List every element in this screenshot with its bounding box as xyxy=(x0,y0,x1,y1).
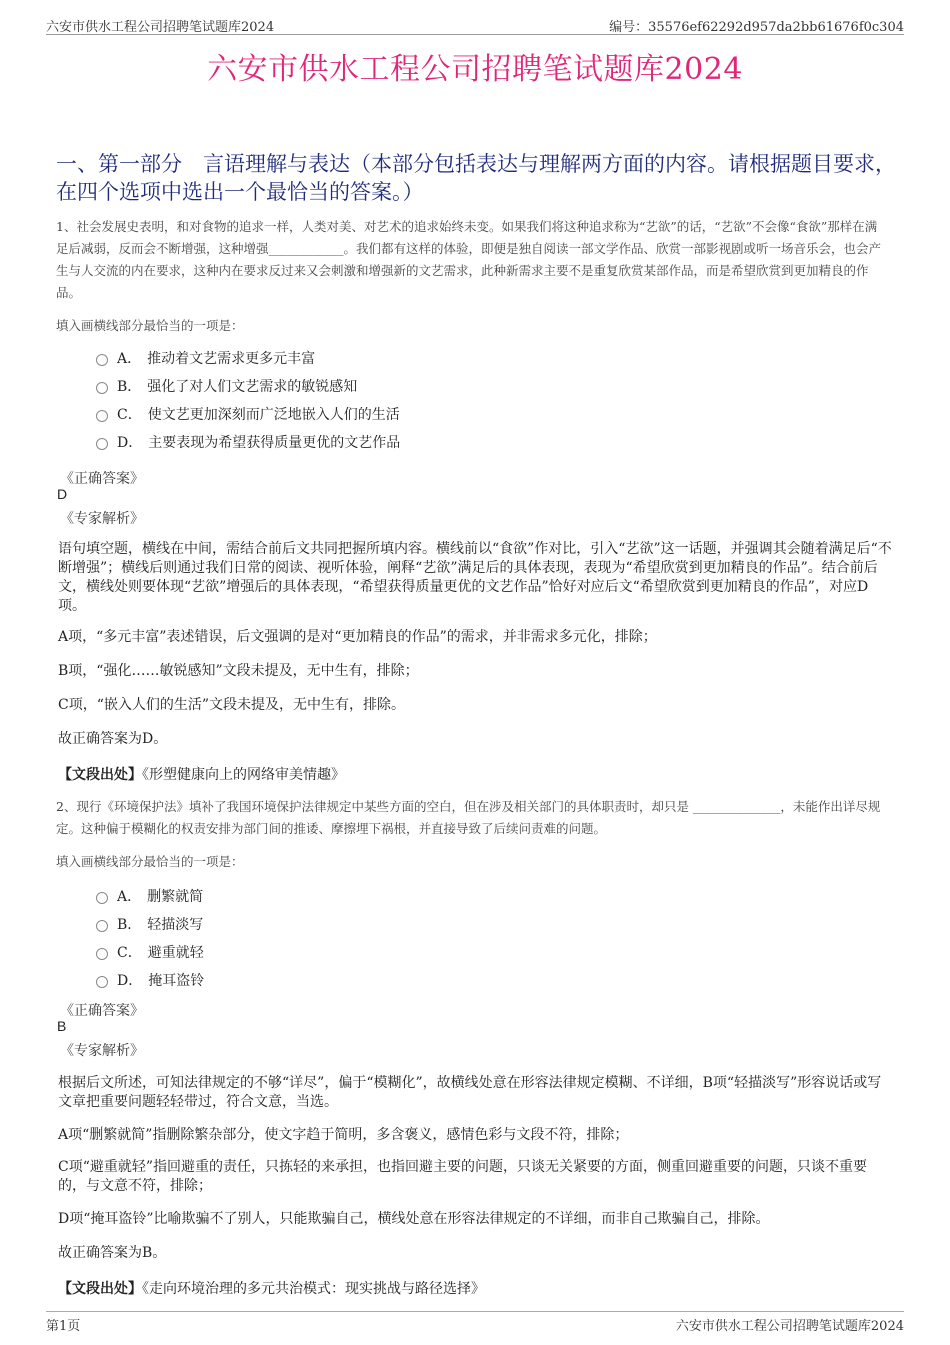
option-letter: B． xyxy=(117,917,142,933)
footer-title: 六安市供水工程公司招聘笔试题库2024 xyxy=(675,1319,904,1334)
question-1-option-d[interactable] xyxy=(96,432,400,454)
analysis-paragraph: B项，“强化……敏锐感知”文段未提及，无中生有，排除； xyxy=(58,663,419,679)
question-1-stem: 1、社会发展史表明，和对食物的追求一样，人类对美、对艺术的追求始终未变。如果我们将这种追求称为“艺欲”的话，“艺欲”不会像“食欲”那样在满足后减弱，反而会不断增强，这种增强____________。我们都有这样的体验，即便是独自阅读一部文学作品、欣赏一部影视剧或听一场音乐会，也会产生与人交流的内在要求，这种内在要求反过来又会刺激和增强新的文艺需求，此种新需求主要不是重复欣赏某部作品，而是希望欣赏到更加精良的作品。 xyxy=(56,219,882,300)
option-letter: C． xyxy=(117,945,142,961)
option-letter: A． xyxy=(117,351,142,367)
option-letter: A． xyxy=(117,889,142,905)
option-letter: D． xyxy=(117,435,143,451)
option-letter: B． xyxy=(117,379,142,395)
option-text: 主要表现为希望获得质量更优的文艺作品 xyxy=(148,435,401,451)
analysis-paragraph: 语句填空题，横线在中间，需结合前后文共同把握所填内容。横线前以“食欲”作对比，引入“艺欲”这一话题，并强调其会随着满足后“不断增强”；横线后则通过我们日常的阅读、视听体验，阐释“艺欲”满足后的具体表现，表现为“希望欣赏到更加精良的作品”。结合前后文，横线处则要体现“艺欲”增强后的具体表现，“希望获得质量更优的文艺作品”恰好对应后文“希望欣赏到更加精良的作品”，对应D项。 xyxy=(58,541,892,614)
radio-icon[interactable] xyxy=(96,438,108,450)
page-footer xyxy=(46,1311,904,1334)
option-text: 推动着文艺需求更多元丰富 xyxy=(147,351,316,367)
option-text: 删繁就简 xyxy=(147,889,204,905)
question-2-option-a[interactable] xyxy=(96,886,203,908)
question-1-prompt: 填入画横线部分最恰当的一项是： xyxy=(56,318,244,333)
analysis-paragraph: D项“掩耳盗铃”比喻欺骗不了别人，只能欺骗自己，横线处意在形容法律规定的不详细，而非自己欺骗自己，排除。 xyxy=(58,1211,770,1227)
radio-icon[interactable] xyxy=(96,354,108,366)
source-title: 《形塑健康向上的网络审美情趣》 xyxy=(142,767,345,783)
question-2-stem: 2、现行《环境保护法》填补了我国环境保护法律规定中某些方面的空白，但在涉及相关部门的具体职责时，却只是 ______________，未能作出详尽规定。这种偏于模糊化的权责安排为部门间的推诿、摩擦埋下祸根，并直接导致了后续问责难的问题。 xyxy=(56,799,881,836)
source-label: 【文段出处】 xyxy=(58,1281,142,1297)
answer-value: D xyxy=(57,486,68,502)
answer-label: 《正确答案》 xyxy=(60,471,144,487)
analysis-paragraph: A项“删繁就简”指删除繁杂部分，使文字趋于简明，多含褒义，感情色彩与文段不符，排除； xyxy=(58,1127,629,1143)
analysis-paragraph: C项，“嵌入人们的生活”文段未提及，无中生有，排除。 xyxy=(58,697,406,713)
question-1-option-a[interactable] xyxy=(96,348,315,370)
document-id: 编号：35576ef62292d957da2bb61676f0c304 xyxy=(609,20,904,35)
option-text: 掩耳盗铃 xyxy=(148,973,205,989)
option-text: 强化了对人们文艺需求的敏锐感知 xyxy=(147,379,358,395)
option-text: 使文艺更加深刻而广泛地嵌入人们的生活 xyxy=(147,407,400,423)
analysis-label: 《专家解析》 xyxy=(60,511,144,527)
page-number: 第1页 xyxy=(46,1319,81,1334)
question-2-option-c[interactable] xyxy=(96,942,204,964)
source-citation xyxy=(58,1278,485,1298)
document-title: 六安市供水工程公司招聘笔试题库2024 xyxy=(207,52,743,87)
radio-icon[interactable] xyxy=(96,948,108,960)
analysis-paragraph: A项，“多元丰富”表述错误，后文强调的是对“更加精良的作品”的需求，并非需求多元化，排除； xyxy=(58,629,657,645)
radio-icon[interactable] xyxy=(96,976,108,988)
analysis-paragraph: 故正确答案为D。 xyxy=(58,731,168,747)
analysis-paragraph: 故正确答案为B。 xyxy=(58,1245,167,1261)
source-label: 【文段出处】 xyxy=(58,767,142,783)
question-2-option-d[interactable] xyxy=(96,970,204,992)
radio-icon[interactable] xyxy=(96,920,108,932)
analysis-label: 《专家解析》 xyxy=(60,1043,144,1059)
question-1-option-c[interactable] xyxy=(96,404,400,426)
source-title: 《走向环境治理的多元共治模式：现实挑战与路径选择》 xyxy=(142,1281,485,1297)
analysis-paragraph: C项“避重就轻”指回避重的责任，只拣轻的来承担，也指回避主要的问题，只谈无关紧要的方面，侧重回避重要的问题，只谈不重要的，与文意不符，排除； xyxy=(58,1159,868,1194)
answer-value: B xyxy=(57,1018,67,1034)
source-citation xyxy=(58,764,345,784)
section-heading: 一、第一部分 言语理解与表达（本部分包括表达与理解两方面的内容。请根据题目要求，在四个选项中选出一个最恰当的答案。） xyxy=(56,152,896,204)
analysis-paragraph: 根据后文所述，可知法律规定的不够“详尽”，偏于“模糊化”，故横线处意在形容法律规定模糊、不详细，B项“轻描淡写”形容说话或写文章把重要问题轻轻带过，符合文意，当选。 xyxy=(58,1075,882,1110)
radio-icon[interactable] xyxy=(96,892,108,904)
header-title: 六安市供水工程公司招聘笔试题库2024 xyxy=(46,20,275,35)
radio-icon[interactable] xyxy=(96,410,108,422)
answer-label: 《正确答案》 xyxy=(60,1003,144,1019)
radio-icon[interactable] xyxy=(96,382,108,394)
question-2-option-b[interactable] xyxy=(96,914,203,936)
option-letter: D． xyxy=(117,973,143,989)
option-text: 避重就轻 xyxy=(147,945,204,961)
question-1-option-b[interactable] xyxy=(96,376,357,398)
option-letter: C． xyxy=(117,407,142,423)
page-header xyxy=(46,14,904,35)
option-text: 轻描淡写 xyxy=(147,917,204,933)
question-2-prompt: 填入画横线部分最恰当的一项是： xyxy=(56,854,244,869)
